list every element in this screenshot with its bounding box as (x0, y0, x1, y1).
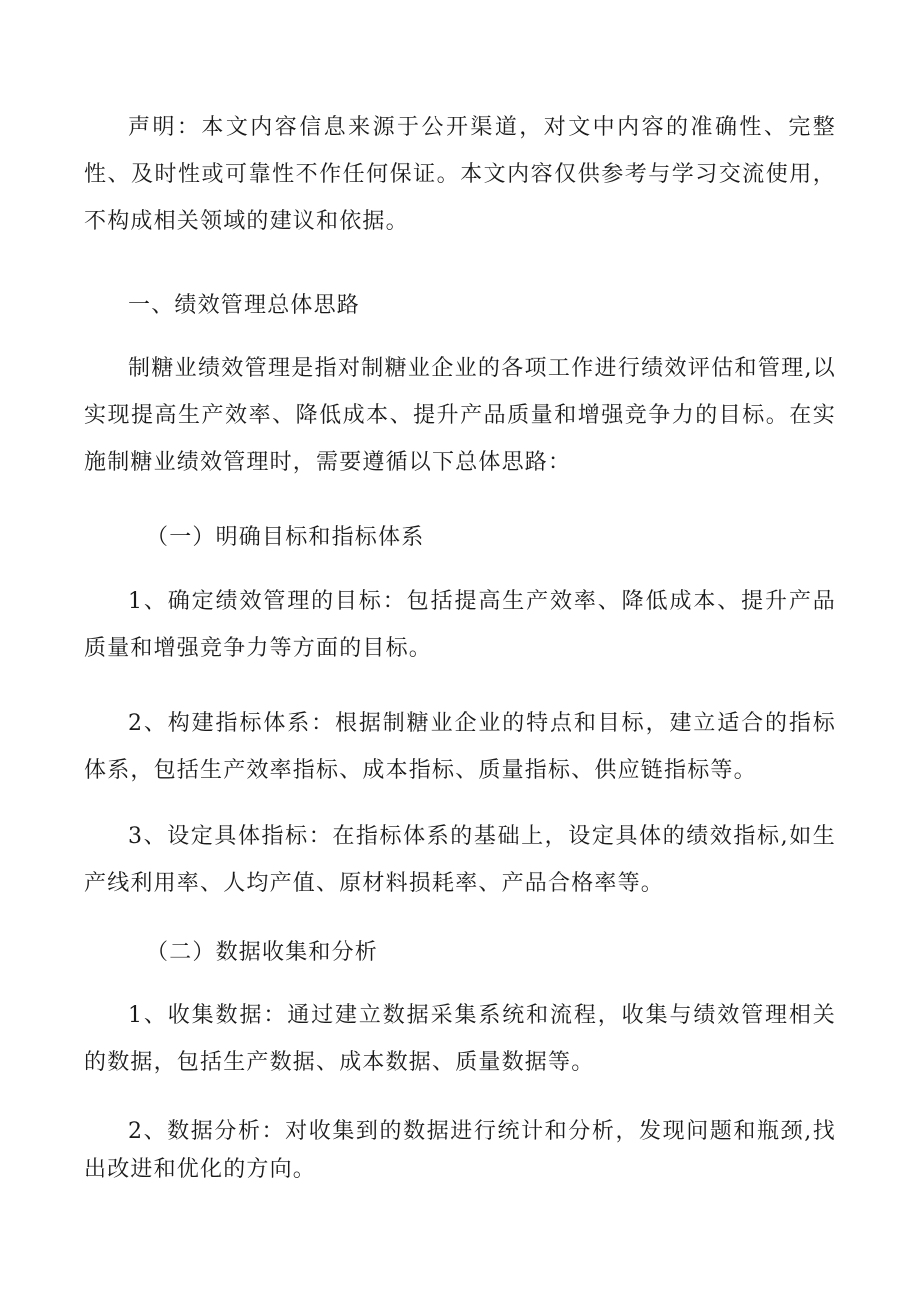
intro-paragraph: 制糖业绩效管理是指对制糖业企业的各项工作进行绩效评估和管理,以实现提高生产效率、降低成本、提升产品质量和增强竞争力的目标。在实施制糖业绩效管理时，需要遵循以下总体思路： (84, 356, 836, 475)
list-item: 1、确定绩效管理的目标：包括提高生产效率、降低成本、提升产品质量和增强竞争力等方面的目标。 (84, 589, 836, 661)
subsection-heading: （二）数据收集和分析 (146, 940, 379, 965)
list-item: 2、数据分析：对收集到的数据进行统计和分析，发现问题和瓶颈,找出改进和优化的方向。 (84, 1119, 836, 1182)
list-item: 2、构建指标体系：根据制糖业企业的特点和目标，建立适合的指标体系，包括生产效率指标、成本指标、质量指标、供应链指标等。 (84, 711, 836, 783)
list-item: 3、设定具体指标：在指标体系的基础上，设定具体的绩效指标,如生产线利用率、人均产值、原材料损耗率、产品合格率等。 (84, 824, 836, 896)
section-heading: 一、绩效管理总体思路 (128, 293, 361, 318)
list-item: 1、收集数据：通过建立数据采集系统和流程，收集与绩效管理相关的数据，包括生产数据、成本数据、质量数据等。 (84, 1003, 836, 1075)
disclaimer-paragraph: 声明：本文内容信息来源于公开渠道，对文中内容的准确性、完整性、及时性或可靠性不作任何保证。本文内容仅供参考与学习交流使用，不构成相关领域的建议和依据。 (84, 115, 836, 234)
subsection-heading: （一）明确目标和指标体系 (146, 525, 425, 550)
